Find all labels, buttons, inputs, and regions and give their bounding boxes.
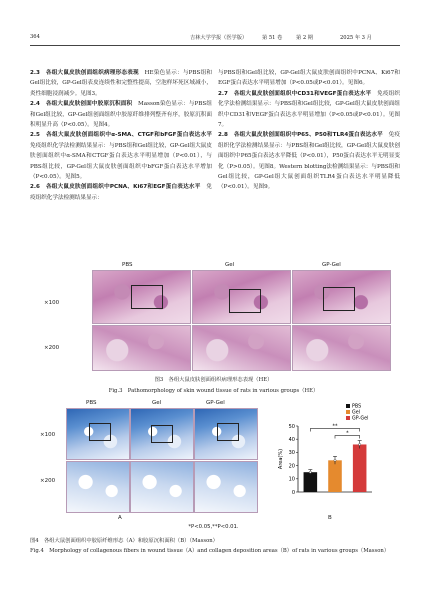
y-axis-label: Area(%)	[278, 448, 284, 470]
body-text: 与PBS组和Gel组比较，GP-Gel组大鼠皮肤创面组织中PCNA、Ki67和EGF蛋白表达水平明显增加（P<0.05或P<0.01）。见图6。	[218, 70, 400, 87]
fig3-image-pbs-200	[92, 325, 191, 371]
fig4-col-gpgel: GP-Gel	[206, 400, 225, 406]
data-point	[334, 459, 336, 461]
fig4-image-gel-100	[130, 408, 194, 460]
section-heading: 2.6 各组大鼠皮肤创面组织中PCNA、Ki67和EGF蛋白表达水平	[30, 184, 207, 191]
fig3-caption-cn: 图3 各组大鼠皮肤创面组织病理形态表现（HE）	[154, 377, 273, 383]
legend-label: PBS	[352, 404, 362, 410]
page-number: 364	[30, 34, 40, 40]
legend-label: GP-Gel	[352, 416, 369, 422]
y-tick-label: 40	[288, 437, 295, 443]
fig4-caption-en: Fig.4 Morphology of collagenous fibers in wound tissue（A）and collagen deposition areas（B）of rats in various groups（Masson）	[30, 548, 390, 554]
fig3-image-gel-100	[192, 270, 291, 324]
y-tick-label: 0	[291, 489, 295, 496]
bar-pbs	[304, 472, 318, 492]
body-text: 免疫组织化学法检测结果显示：与PBS组和Gel组比较，GP-Gel组大鼠皮肤创面组织中P65蛋白表达水平降低（P<0.01），P50蛋白表达水平无明显变化（P>0.05）。见图8。Western blotting法检测结果显示：与PBS组和Gel组比较，GP-Gel组大鼠创面组织TLR4蛋白表达水平明显降低（P<0.01）。见图9。	[218, 132, 400, 191]
left-column-paragraph	[30, 99, 212, 130]
bar-gel	[328, 460, 342, 492]
data-point	[359, 443, 361, 445]
fig3-image-gpgel-100	[292, 270, 391, 324]
y-tick-label: 10	[288, 476, 295, 483]
fig3-col-gpgel: GP-Gel	[322, 262, 341, 268]
fig4-col-pbs: PBS	[86, 400, 97, 406]
volume: 第 51 卷	[262, 35, 283, 41]
legend-swatch	[346, 410, 350, 414]
fig4-panel-b-label: B	[328, 515, 332, 521]
collagen-area-bar-chart	[272, 400, 382, 514]
section-heading: 2.4 各组大鼠皮肤创面中胶原沉积面积	[30, 101, 139, 108]
date: 2025 年 3 月	[340, 35, 372, 41]
legend-swatch	[346, 404, 350, 408]
fig4-row-100: ×100	[40, 432, 56, 438]
right-column-paragraph	[218, 68, 400, 89]
legend-swatch	[346, 416, 350, 420]
fig4-row-200: ×200	[40, 478, 56, 484]
fig4-image-gpgel-100	[194, 408, 258, 460]
figure-3	[40, 262, 400, 372]
fig3-caption-en: Fig.3 Pathomorphology of skin wound tissue of rats in various groups（HE）	[108, 388, 319, 394]
right-column-paragraph	[218, 89, 400, 131]
fig3-col-gel: Gel	[225, 262, 235, 268]
fig4-significance-note: *P<0.05,**P<0.01.	[188, 524, 239, 530]
right-column	[218, 68, 400, 193]
fig3-row-100: ×100	[44, 300, 60, 306]
y-tick-label: 50	[288, 423, 295, 430]
fig4-image-gpgel-200	[194, 461, 258, 513]
section-heading: 2.5 各组大鼠皮肤创面组织中α-SMA、CTGF和bFGF蛋白表达水平	[30, 132, 218, 139]
fig4-col-gel: Gel	[152, 400, 162, 406]
data-point	[309, 471, 311, 473]
journal-title: 吉林大学学报（医学版）	[190, 35, 248, 41]
fig3-image-pbs-100	[92, 270, 191, 324]
left-column-paragraph	[30, 130, 218, 182]
body-text: 免疫组织化学法检测结果显示：与PBS组和Gel组比较，GP-Gel组大鼠皮肤创面组织中α-SMA和CTGF蛋白表达水平明显增加（P<0.01），与PBS组比较，GP-Gel组大鼠皮肤创面组织中bFGF蛋白表达水平增加（P<0.05）。见图5。	[30, 142, 212, 181]
issue: 第 2 期	[296, 35, 313, 41]
section-heading: 2.7 各组大鼠皮肤创面组织中CD31和VEGF蛋白表达水平	[218, 90, 378, 97]
body-text: Masson染色显示：与PBS组和Gel组比较，GP-Gel组创面组织中胶原纤维排列整齐有序，胶原沉积面积明显升高（P<0.05）。见图4。	[30, 101, 212, 129]
left-column	[30, 68, 218, 203]
right-column-paragraph	[218, 130, 400, 192]
significance-label: *	[346, 430, 349, 437]
fig4-caption-cn: 图4 各组大鼠创面组织中胶原纤维形态（A）和胶原沉积面积（B）（Masson）	[30, 538, 218, 544]
figure-4	[40, 400, 400, 520]
fig3-image-gel-200	[192, 325, 291, 371]
section-heading: 2.8 各组大鼠皮肤创面组织中P65、P50和TLR4蛋白表达水平	[218, 132, 389, 139]
fig4-panel-a-label: A	[118, 515, 122, 521]
section-heading: 2.3 各组大鼠皮肤创面组织病理形态表现	[30, 70, 145, 76]
fig4-image-pbs-200	[66, 461, 130, 513]
body-text: 免疫组织化学法检测结果显示：	[30, 184, 212, 201]
fig4-image-pbs-100	[66, 408, 130, 460]
significance-label: **	[332, 423, 338, 430]
body-text: HE染色显示：与PBS组和Gel组比较，GP-Gel组表皮连续性和完整性提高，空泡样坏死区域减小，炎性细胞浸润减少。见图3。	[30, 70, 212, 97]
y-tick-label: 30	[288, 450, 295, 457]
bar-gp-gel	[353, 444, 367, 492]
header-rule	[30, 45, 400, 46]
left-column-paragraph	[30, 68, 212, 99]
body-text: 免疫组织化学法检测结果显示：与PBS组和Gel组比较，GP-Gel组大鼠皮肤创面组织中CD31和VEGF蛋白表达水平明显增加（P<0.05或P<0.01）。见图7。	[218, 90, 400, 129]
fig3-image-gpgel-200	[292, 325, 391, 371]
y-tick-label: 20	[288, 463, 295, 470]
fig4-image-gel-200	[130, 461, 194, 513]
legend-label: Gel	[352, 410, 361, 416]
left-column-paragraph	[30, 182, 212, 203]
fig3-row-200: ×200	[44, 345, 60, 351]
fig3-col-pbs: PBS	[122, 262, 133, 268]
